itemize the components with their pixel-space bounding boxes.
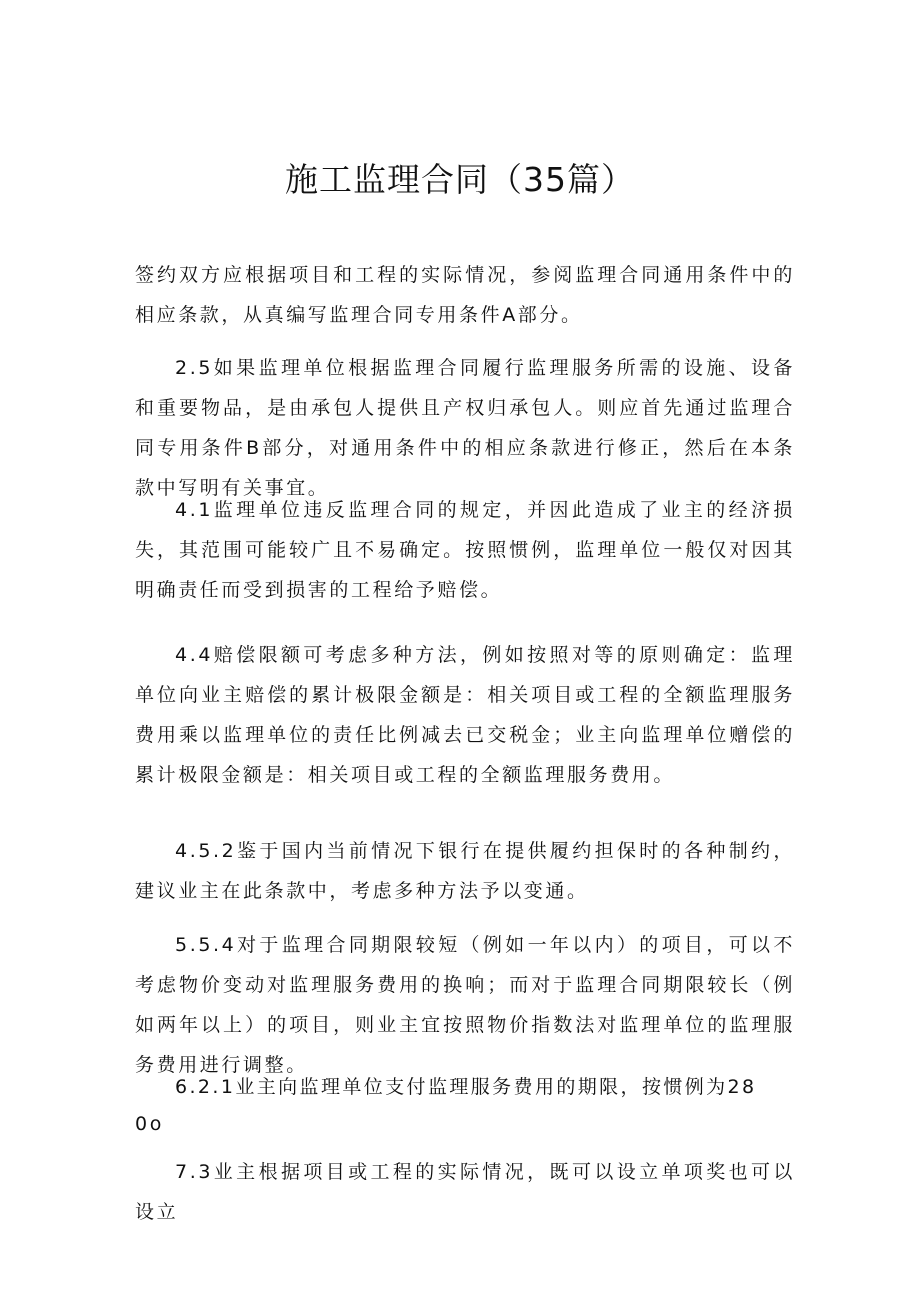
paragraph-6-2-1: 6.2.1业主向监理单位支付监理服务费用的期限，按惯例为28 <box>175 1076 757 1098</box>
paragraph-intro: 签约双方应根据项目和工程的实际情况，参阅监理合同通用条件中的相应条款，从真编写监理合同专用条件A部分。 <box>135 264 795 326</box>
paragraph-4-4: 4.4赔偿限额可考虑多种方法，例如按照对等的原则确定：监理单位向业主赔偿的累计极限金额是：相关项目或工程的全额监理服务费用乘以监理单位的责任比例减去已交税金；业主向监理单位赠偿的累计极限金额是：相关项目或工程的全额监理服务费用。 <box>135 644 795 786</box>
paragraph-7-3: 7.3业主根据项目或工程的实际情况，既可以设立单项奖也可以设立 <box>135 1161 795 1223</box>
paragraph-4-1: 4.1监理单位违反监理合同的规定，并因此造成了业主的经济损失，其范围可能较广且不易确定。按照惯例，监理单位一般仅对因其明确责任而受到损害的工程给予赔偿。 <box>135 499 795 601</box>
paragraph-4-5-2: 4.5.2鉴于国内当前情况下银行在提供履约担保时的各种制约，建议业主在此条款中，考虑多种方法予以变通。 <box>135 840 795 902</box>
paragraph-6-2-1-continued: 0o <box>135 1113 164 1135</box>
paragraph-2-5: 2.5如果监理单位根据监理合同履行监理服务所需的设施、设备和重要物品，是由承包人提供且产权归承包人。则应首先通过监理合同专用条件B部分，对通用条件中的相应条款进行修正，然后在本条款中写明有关事宜。 <box>135 357 795 499</box>
paragraph-5-5-4: 5.5.4对于监理合同期限较短（例如一年以内）的项目，可以不考虑物价变动对监理服务费用的换响；而对于监理合同期限较长（例如两年以上）的项目，则业主宜按照物价指数法对监理单位的监理服务费用进行调整。 <box>135 934 795 1076</box>
document-title: 施工监理合同（35篇） <box>285 160 635 199</box>
